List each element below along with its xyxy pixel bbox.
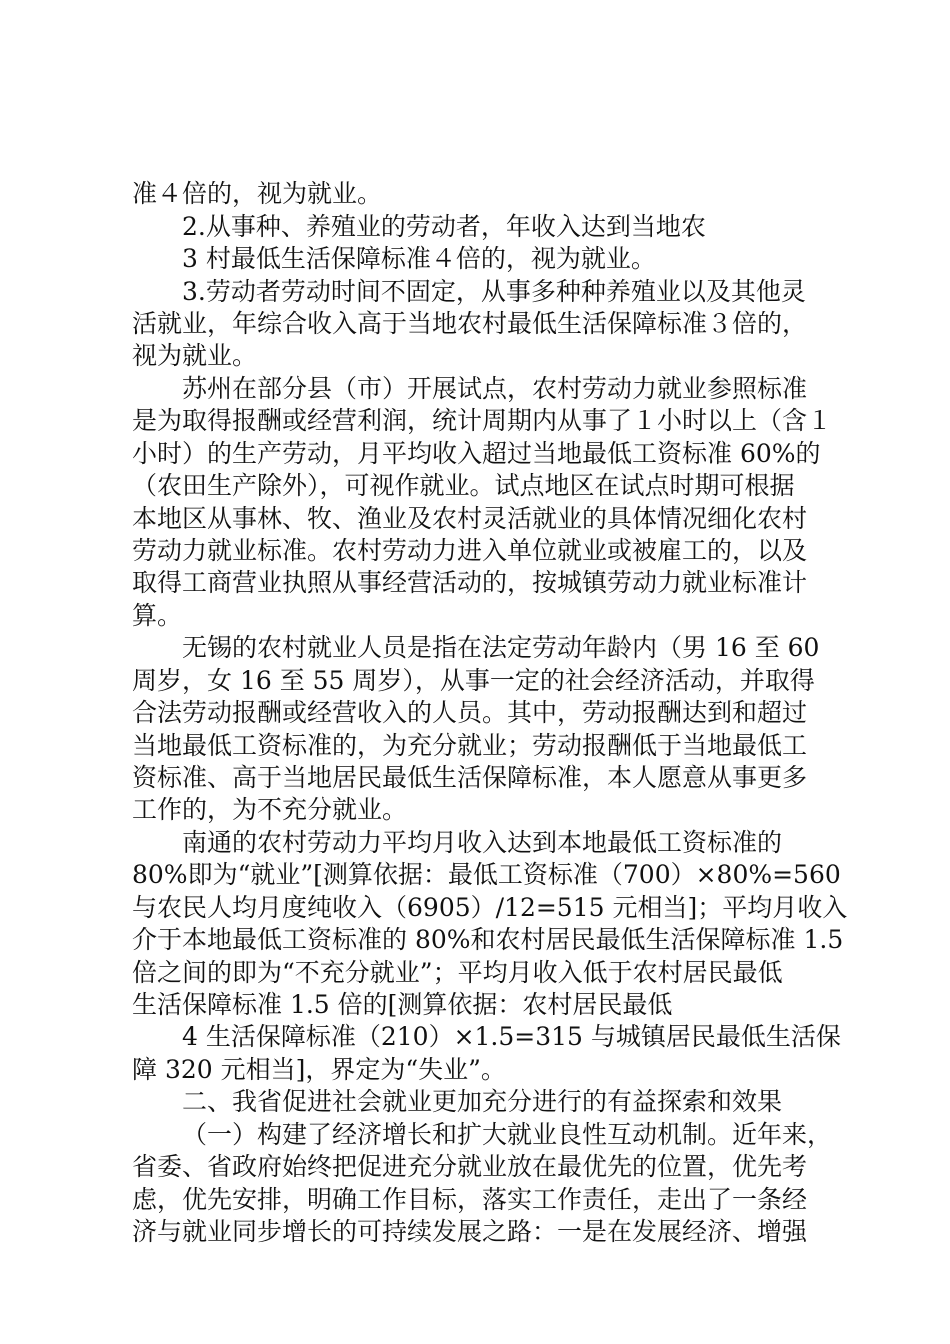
text-line: 障 320 元相当]，界定为“失业”。 xyxy=(132,1055,506,1084)
text-line: （农田生产除外），可视作就业。试点地区在试点时期可根据 xyxy=(132,471,795,500)
text-line: 资标准、高于当地居民最低生活保障标准，本人愿意从事更多 xyxy=(132,763,808,792)
text-line: 无锡的农村就业人员是指在法定劳动年龄内（男 16 至 60 xyxy=(182,633,820,662)
text-line: 二、我省促进社会就业更加充分进行的有益探索和效果 xyxy=(182,1087,783,1116)
text-line: 劳动力就业标准。农村劳动力进入单位就业或被雇工的，以及 xyxy=(132,536,808,565)
text-line: 小时）的生产劳动，月平均收入超过当地最低工资标准 60%的 xyxy=(132,439,821,468)
text-line: 是为取得报酬或经营利润，统计周期内从事了１小时以上（含１ xyxy=(132,406,833,435)
text-line: 视为就业。 xyxy=(132,341,258,370)
text-line: 当地最低工资标准的，为充分就业；劳动报酬低于当地最低工 xyxy=(132,731,808,760)
text-line: 取得工商营业执照从事经营活动的，按城镇劳动力就业标准计 xyxy=(132,568,808,597)
text-line: （一）构建了经济增长和扩大就业良性互动机制。近年来， xyxy=(182,1120,833,1149)
text-line: 南通的农村劳动力平均月收入达到本地最低工资标准的 xyxy=(182,828,783,857)
text-line: 工作的，为不充分就业。 xyxy=(132,795,408,824)
text-line: 活就业，年综合收入高于当地农村最低生活保障标准３倍的， xyxy=(132,309,808,338)
text-line: 与农民人均月度纯收入（6905）/12=515 元相当]；平均月收入 xyxy=(132,893,848,922)
text-line: 80%即为“就业”[测算依据：最低工资标准（700）×80%=560 xyxy=(132,860,841,889)
text-line: 苏州在部分县（市）开展试点，农村劳动力就业参照标准 xyxy=(182,374,808,403)
text-line: 生活保障标准 1.5 倍的[测算依据：农村居民最低 xyxy=(132,990,673,1019)
text-line: 3 村最低生活保障标准４倍的，视为就业。 xyxy=(182,244,656,273)
text-line: 准４倍的，视为就业。 xyxy=(132,179,383,208)
text-line: 4 生活保障标准（210）×1.5=315 与城镇居民最低生活保 xyxy=(182,1022,841,1051)
text-line: 合法劳动报酬或经营收入的人员。其中，劳动报酬达到和超过 xyxy=(132,698,808,727)
text-line: 倍之间的即为“不充分就业”；平均月收入低于农村居民最低 xyxy=(132,958,783,987)
text-line: 2.从事种、养殖业的劳动者，年收入达到当地农 xyxy=(182,212,706,241)
text-line: 省委、省政府始终把促进充分就业放在最优先的位置，优先考 xyxy=(132,1152,808,1181)
text-line: 介于本地最低工资标准的 80%和农村居民最低生活保障标准 1.5 xyxy=(132,925,844,954)
text-line: 3.劳动者劳动时间不固定，从事多种种养殖业以及其他灵 xyxy=(182,277,806,306)
text-line: 周岁，女 16 至 55 周岁），从事一定的社会经济活动，并取得 xyxy=(132,666,815,695)
text-line: 虑，优先安排，明确工作目标，落实工作责任，走出了一条经 xyxy=(132,1185,808,1214)
text-line: 算。 xyxy=(132,601,183,630)
text-line: 本地区从事林、牧、渔业及农村灵活就业的具体情况细化农村 xyxy=(132,504,808,533)
text-line: 济与就业同步增长的可持续发展之路：一是在发展经济、增强 xyxy=(132,1217,808,1246)
